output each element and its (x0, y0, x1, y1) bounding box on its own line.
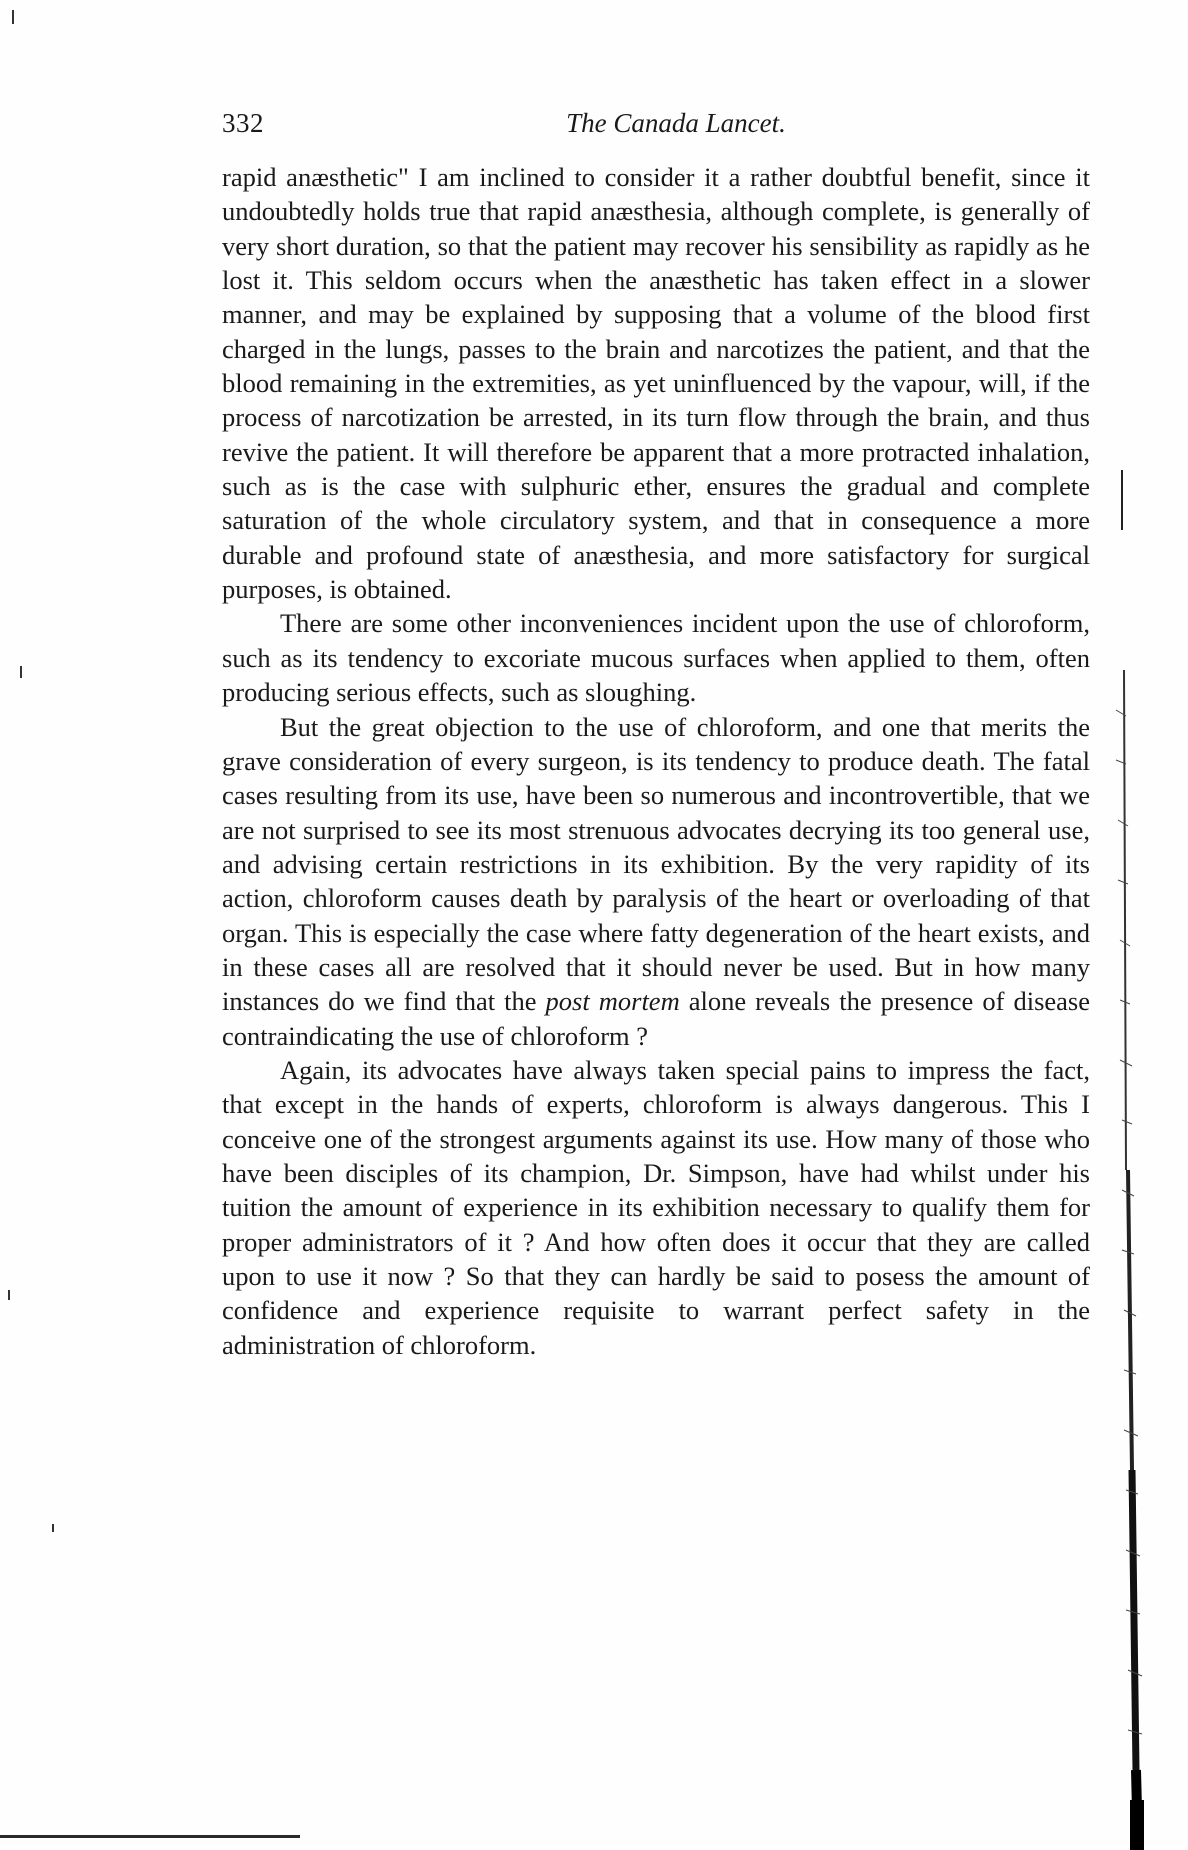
paragraph-objection-tail: alone reveals the presence of disease contraindicating the use of chloroform ? (222, 986, 1090, 1051)
article-body (222, 160, 1090, 1362)
paragraph-continued: rapid anæsthetic" I am inclined to consider it a rather doubtful benefit, since it undoubtedly holds true that rapid anæsthesia, although complete, is generally of very short duration, so that the patient may recover his sensibility as rapidly as he lost it. This seldom occurs when the anæsthetic has taken effect in a slower manner, and may be explained by supposing that a volume of the blood first charged in the lungs, passes to the brain and narcotizes the patient, and that the blood remaining in the extremities, as yet uninfluenced by the vapour, will, if the process of narcotization be arrested, in its turn flow through the brain, and thus revive the patient. It will therefore be apparent that a more protracted inhalation, such as is the case with sulphuric ether, ensures the gradual and complete saturation of the whole circulatory system, and that in consequence a more durable and profound state of anæsthesia, and more satisfactory for surgical purposes, is obtained. (222, 162, 1090, 605)
italic-phrase: post mortem (545, 986, 680, 1017)
page-number: 332 (222, 108, 264, 138)
paragraph-objection-text: But the great objection to the use of chloroform, and one that merits the grave consideration of every surgeon, is its tendency to produce death. The fatal cases resulting from its use, have been so numerous and incontrovertible, that we are not surprised to see its most strenuous advocates decrying its too general use, and advising certain restrictions in its exhibition. By the very rapidity of its action, chloroform causes death by paralysis of the heart or overloading of that organ. This is especially the case where fatty degeneration of the heart exists, and in these cases all are resolved that it should never be used. But in how many instances do we find that the (222, 711, 1090, 1017)
margin-mark (12, 10, 14, 24)
margin-mark (8, 1290, 10, 1300)
margin-mark (20, 666, 22, 678)
paragraph-inconveniences: There are some other inconveniences incident upon the use of chloroform, such as its tendency to excoriate mucous surfaces when applied to them, often producing serious effects, such as sloughing. (222, 608, 1090, 708)
binding-shadow (1104, 470, 1150, 1850)
bottom-edge-rule (0, 1835, 300, 1838)
paragraph-objection (222, 710, 1090, 1053)
margin-mark (52, 1524, 54, 1532)
paragraph-advocates: Again, its advocates have always taken special pains to impress the fact, that except in the hands of experts, chloroform is always dangerous. This I conceive one of the strongest arguments against its use. How many of those who have been disciples of its champion, Dr. Simpson, have had whilst under his tuition the amount of experience in its exhibition necessary to qualify them for proper administrators of it ? And how often does it occur that they are called upon to use it now ? So that they can hardly be said to posess the amount of confidence and experience requisite to warrant perfect safety in the administration of chloroform. (222, 1054, 1090, 1360)
running-title: The Canada Lancet. (566, 108, 786, 138)
page-header (222, 108, 1090, 148)
